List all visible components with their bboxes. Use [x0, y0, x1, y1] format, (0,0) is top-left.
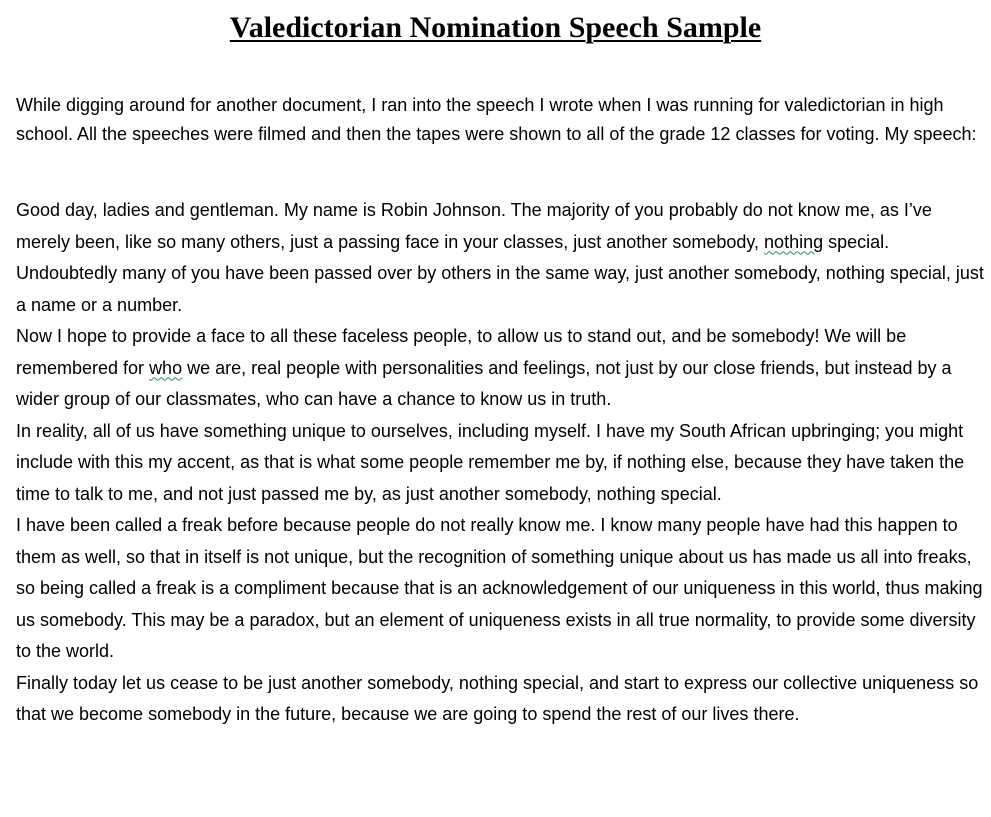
speech-paragraph-2	[16, 321, 984, 416]
spellcheck-flagged-word[interactable]: who	[149, 357, 183, 378]
speech-paragraph-1	[16, 195, 984, 321]
page-title: Valedictorian Nomination Speech Sample	[229, 11, 762, 44]
speech-body	[16, 195, 984, 731]
paragraph-text: Good day, ladies and gentleman. My name is Robin Johnson. The majority of you probably do not know me, as I’ve merely been, like so many others, just a passing face in your classes, just another somebody,	[16, 200, 932, 252]
speech-paragraph-5: Finally today let us cease to be just another somebody, nothing special, and start to express our collective uniqueness so that we become somebody in the future, because we are going to spend the rest of our lives there.	[16, 672, 979, 724]
paragraph-text: Now I hope to provide a face to all these faceless people, to allow us to stand out, and be somebody! We will be remembered for	[16, 326, 907, 378]
paragraph-text: we are, real people with personalities and feelings, not just by our close friends, but instead by a wider group of our classmates, who can have a chance to know us in truth.	[16, 357, 952, 409]
spellcheck-flagged-word[interactable]: nothing	[764, 231, 824, 252]
intro-paragraph: While digging around for another document, I ran into the speech I wrote when I was running for valedictorian in high school. All the speeches were filmed and then the tapes were shown to all of the grade 12 classes for voting. My speech:	[16, 95, 977, 144]
paragraph-text: special. Undoubtedly many of you have been passed over by others in the same way, just another somebody, nothing special, just a name or a number.	[16, 231, 984, 315]
speech-paragraph-3: In reality, all of us have something unique to ourselves, including myself. I have my South African upbringing; you might include with this my accent, as that is what some people remember me by, if nothing else, because they have taken the time to talk to me, and not just passed me by, as just another somebody, nothing special.	[16, 420, 965, 504]
speech-paragraph-4: I have been called a freak before because people do not really know me. I know many people have had this happen to them as well, so that in itself is not unique, but the recognition of something unique about us has made us all into freaks, so being called a freak is a compliment because that is an acknowledgement of our uniqueness in this world, thus making us somebody. This may be a paradox, but an element of uniqueness exists in all true normality, to provide some diversity to the world.	[16, 515, 983, 661]
